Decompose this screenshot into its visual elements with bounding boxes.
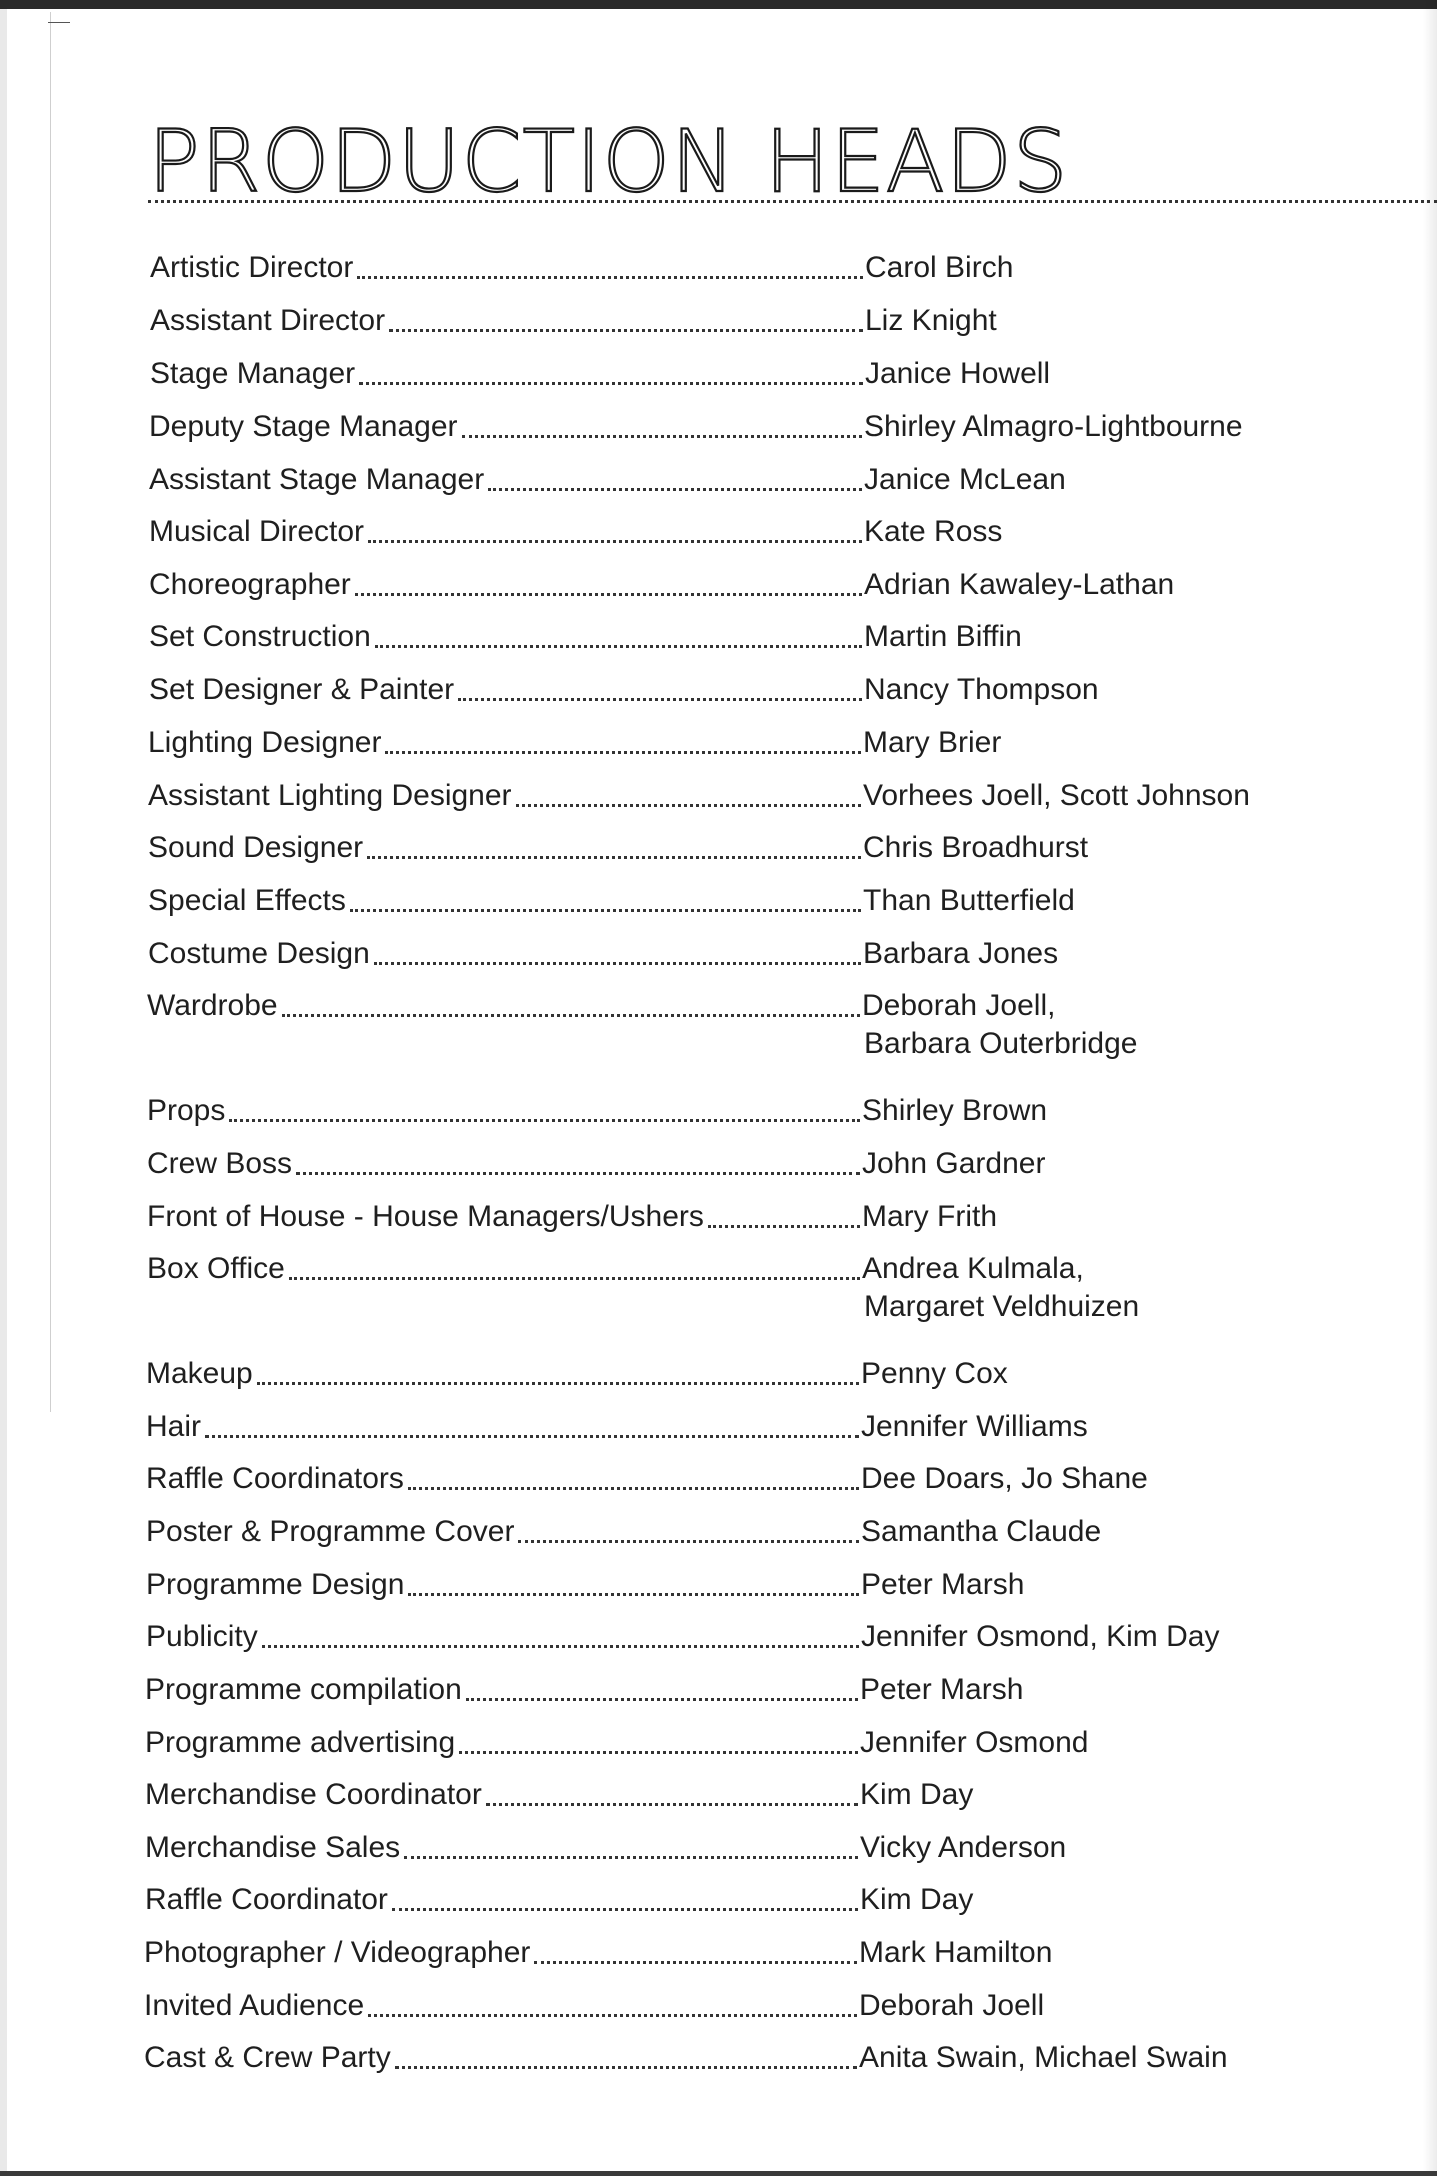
- credit-row: [0, 1091, 1437, 1131]
- credit-name: Mary Frith: [862, 1200, 997, 1233]
- credit-row: [0, 248, 1437, 288]
- credit-row: [0, 1617, 1437, 1657]
- credit-role: Special Effects: [148, 884, 346, 917]
- credit-role: Programme advertising: [145, 1726, 456, 1759]
- dotted-leader: [205, 1435, 859, 1438]
- credit-row: [0, 617, 1437, 657]
- credit-role: Invited Audience: [144, 1989, 365, 2022]
- dotted-leader: [488, 488, 862, 491]
- credit-name: Peter Marsh: [860, 1673, 1024, 1706]
- credit-role-cell: [148, 723, 863, 763]
- dotted-leader: [404, 1856, 858, 1859]
- credit-row: [0, 301, 1437, 341]
- dotted-leader: [516, 804, 861, 807]
- credit-name-cell: [863, 934, 1058, 974]
- credit-name-cell: [860, 1670, 1023, 1710]
- credit-role-cell: [149, 565, 864, 605]
- credit-row: [0, 460, 1437, 500]
- credit-name-cell: [864, 670, 1099, 710]
- credit-row: [0, 1880, 1437, 1920]
- credit-name: Nancy Thompson: [864, 673, 1099, 706]
- credit-role-cell: [148, 776, 863, 816]
- credit-row: [0, 1828, 1437, 1868]
- credit-name-cell: [859, 1986, 1044, 2026]
- dotted-leader: [257, 1382, 859, 1385]
- dotted-leader: [375, 645, 862, 648]
- credit-row: [0, 1933, 1437, 1973]
- credit-name-cell: [863, 828, 1088, 868]
- credit-name-cell: [861, 1617, 1219, 1657]
- credit-row: [0, 828, 1437, 868]
- credit-role: Deputy Stage Manager: [149, 410, 458, 443]
- credit-role: Lighting Designer: [148, 726, 382, 759]
- credit-role: Programme Design: [146, 1568, 405, 1601]
- credit-name-continuation: Margaret Veldhuizen: [864, 1290, 1140, 1323]
- credit-name-cell: [863, 723, 1001, 763]
- credit-row: [0, 1144, 1437, 1184]
- credit-role-cell: [145, 1828, 860, 1868]
- credit-name-cell: [865, 354, 1050, 394]
- credit-name-cell: [865, 301, 997, 341]
- dotted-leader: [392, 1908, 858, 1911]
- credit-name-cell: [864, 460, 1066, 500]
- credit-name: Anita Swain, Michael Swain: [859, 2041, 1228, 2074]
- credit-name-cell: [860, 1723, 1088, 1763]
- credit-name: Kim Day: [860, 1778, 974, 1811]
- credit-role-cell: [146, 1459, 861, 1499]
- credit-role-cell: [150, 354, 865, 394]
- credit-role: Choreographer: [149, 568, 351, 601]
- credit-name: Jennifer Osmond, Kim Day: [861, 1620, 1220, 1653]
- dotted-leader: [458, 698, 862, 701]
- credit-role: Programme compilation: [145, 1673, 462, 1706]
- credit-role-cell: [147, 986, 862, 1026]
- dotted-leader: [408, 1487, 859, 1490]
- credit-role: Props: [147, 1094, 226, 1127]
- credit-row: [0, 1986, 1437, 2026]
- credit-row: [0, 1354, 1437, 1394]
- credit-name-cell: [860, 1880, 973, 1920]
- credit-role-cell: [149, 407, 864, 447]
- credit-row: [0, 881, 1437, 921]
- credit-role-cell: [149, 670, 864, 710]
- credit-name: Adrian Kawaley-Lathan: [864, 568, 1175, 601]
- credit-row: [0, 1723, 1437, 1763]
- credit-name: Janice McLean: [864, 463, 1066, 496]
- dotted-leader: [289, 1277, 860, 1280]
- credit-name-cell: [860, 1775, 973, 1815]
- credit-name-cell: [862, 1197, 997, 1237]
- credit-name: Dee Doars, Jo Shane: [861, 1462, 1148, 1495]
- credit-role: Photographer / Videographer: [144, 1936, 531, 1969]
- credit-role: Assistant Lighting Designer: [148, 779, 512, 812]
- dotted-leader: [368, 2014, 857, 2017]
- dotted-leader: [486, 1803, 858, 1806]
- credit-row: [0, 1565, 1437, 1605]
- credit-role: Artistic Director: [150, 251, 354, 284]
- credit-row: [0, 407, 1437, 447]
- credit-role: Cast & Crew Party: [144, 2041, 391, 2074]
- credit-row: [0, 1512, 1437, 1552]
- credit-role: Crew Boss: [147, 1147, 293, 1180]
- dotted-leader: [708, 1225, 860, 1228]
- credit-name: Jennifer Osmond: [860, 1726, 1089, 1759]
- dotted-leader: [282, 1014, 860, 1017]
- dotted-leader: [359, 382, 863, 385]
- credit-row: [0, 1459, 1437, 1499]
- credit-name-cell: [863, 881, 1075, 921]
- credit-role: Musical Director: [149, 515, 365, 548]
- credit-name-cell: [865, 248, 1013, 288]
- credit-row: [0, 723, 1437, 763]
- dotted-leader: [367, 856, 861, 859]
- dotted-leader: [368, 540, 862, 543]
- credit-row: [0, 2038, 1437, 2078]
- page-title: PRODUCTION HEADS: [148, 112, 1069, 212]
- credit-name: Deborah Joell: [859, 1989, 1045, 2022]
- dotted-leader: [459, 1751, 858, 1754]
- credit-role-cell: [146, 1617, 861, 1657]
- dotted-leader: [389, 329, 863, 332]
- credit-role-cell: [148, 934, 863, 974]
- credit-role-cell: [145, 1775, 860, 1815]
- credit-role: Assistant Stage Manager: [149, 463, 485, 496]
- credit-name: Shirley Almagro-Lightbourne: [864, 410, 1243, 443]
- credit-role: Assistant Director: [150, 304, 386, 337]
- credit-name: Shirley Brown: [862, 1094, 1048, 1127]
- dotted-leader: [466, 1698, 858, 1701]
- credit-role-cell: [150, 301, 865, 341]
- credit-role: Merchandise Coordinator: [145, 1778, 482, 1811]
- credit-row: [0, 986, 1437, 1060]
- dotted-leader: [395, 2066, 857, 2069]
- credit-role-cell: [145, 1670, 860, 1710]
- credit-role: Hair: [146, 1410, 202, 1443]
- credit-name-cell: [861, 1459, 1148, 1499]
- credit-role-cell: [146, 1565, 861, 1605]
- credit-name-cell: [862, 986, 1138, 1060]
- credit-role-cell: [147, 1197, 862, 1237]
- credit-name: Kate Ross: [864, 515, 1003, 548]
- credit-name: Barbara Jones: [863, 937, 1059, 970]
- credit-role-cell: [144, 2038, 859, 2078]
- credit-role-cell: [148, 881, 863, 921]
- credit-name-cell: [864, 617, 1022, 657]
- credit-row: [0, 354, 1437, 394]
- credit-row: [0, 670, 1437, 710]
- credit-name-cell: [861, 1512, 1101, 1552]
- credit-role-cell: [149, 512, 864, 552]
- credit-name-cell: [861, 1354, 1008, 1394]
- credit-name-cell: [864, 407, 1243, 447]
- credit-role-cell: [146, 1354, 861, 1394]
- credit-row: [0, 1407, 1437, 1447]
- dotted-leader: [518, 1540, 859, 1543]
- credit-role: Merchandise Sales: [145, 1831, 401, 1864]
- credit-role: Poster & Programme Cover: [146, 1515, 515, 1548]
- credit-role-cell: [146, 1407, 861, 1447]
- credit-name: Samantha Claude: [861, 1515, 1102, 1548]
- credit-name: Vorhees Joell, Scott Johnson: [863, 779, 1250, 812]
- credit-name: Martin Biffin: [864, 620, 1022, 653]
- credit-name-cell: [862, 1144, 1045, 1184]
- credit-role-cell: [147, 1091, 862, 1131]
- dotted-leader: [534, 1961, 857, 1964]
- credit-role: Makeup: [146, 1357, 253, 1390]
- credit-name-cell: [864, 565, 1174, 605]
- dotted-leader: [355, 593, 862, 596]
- credit-name: Carol Birch: [865, 251, 1014, 284]
- credit-name-cell: [863, 776, 1250, 816]
- credit-row: [0, 1249, 1437, 1323]
- credit-name: Kim Day: [860, 1883, 974, 1916]
- dotted-leader: [296, 1172, 860, 1175]
- credit-name: Deborah Joell,: [862, 989, 1056, 1022]
- credit-row: [0, 565, 1437, 605]
- credit-name: Jennifer Williams: [861, 1410, 1088, 1443]
- credit-row: [0, 1197, 1437, 1237]
- credit-role: Raffle Coordinator: [145, 1883, 388, 1916]
- credit-name-cell: [861, 1565, 1024, 1605]
- credit-name-cell: [864, 512, 1002, 552]
- credit-role-cell: [150, 248, 865, 288]
- credit-role-cell: [144, 1933, 859, 1973]
- credit-role: Stage Manager: [150, 357, 356, 390]
- dotted-leader: [385, 751, 861, 754]
- credit-name-cell: [862, 1091, 1047, 1131]
- credit-name: Penny Cox: [861, 1357, 1008, 1390]
- credit-role: Front of House - House Managers/Ushers: [147, 1200, 704, 1233]
- credit-name-cell: [860, 1828, 1066, 1868]
- credit-role: Raffle Coordinators: [146, 1462, 404, 1495]
- dotted-leader: [262, 1645, 859, 1648]
- credit-role-cell: [149, 617, 864, 657]
- dotted-leader: [462, 435, 862, 438]
- credit-role: Sound Designer: [148, 831, 364, 864]
- credit-name: Liz Knight: [865, 304, 997, 337]
- credit-row: [0, 1670, 1437, 1710]
- credit-name: Vicky Anderson: [860, 1831, 1067, 1864]
- credit-name-continuation: Barbara Outerbridge: [864, 1027, 1138, 1060]
- credit-role-cell: [145, 1723, 860, 1763]
- credit-name: Andrea Kulmala,: [862, 1252, 1084, 1285]
- credit-row: [0, 776, 1437, 816]
- dotted-leader: [357, 276, 863, 279]
- credit-role-cell: [144, 1986, 859, 2026]
- credit-role-cell: [146, 1512, 861, 1552]
- credit-name: Peter Marsh: [861, 1568, 1025, 1601]
- credit-name-cell: [861, 1407, 1088, 1447]
- credit-role: Set Construction: [149, 620, 371, 653]
- credit-name: Chris Broadhurst: [863, 831, 1089, 864]
- credit-name: Mary Brier: [863, 726, 1002, 759]
- credit-role-cell: [147, 1249, 862, 1289]
- credit-role-cell: [145, 1880, 860, 1920]
- credit-name-cell: [862, 1249, 1140, 1323]
- dotted-leader: [350, 909, 861, 912]
- credit-role: Box Office: [147, 1252, 285, 1285]
- credit-row: [0, 512, 1437, 552]
- credit-name: Mark Hamilton: [859, 1936, 1053, 1969]
- credit-row: [0, 934, 1437, 974]
- credit-name: John Gardner: [862, 1147, 1046, 1180]
- dotted-leader: [374, 962, 861, 965]
- credit-role-cell: [148, 828, 863, 868]
- credit-name-cell: [859, 2038, 1228, 2078]
- credit-role-cell: [147, 1144, 862, 1184]
- credit-name-cell: [859, 1933, 1052, 1973]
- dotted-leader: [408, 1593, 859, 1596]
- credit-role: Wardrobe: [147, 989, 278, 1022]
- credit-name: Than Butterfield: [863, 884, 1075, 917]
- credit-role: Publicity: [146, 1620, 258, 1653]
- credit-role: Set Designer & Painter: [149, 673, 455, 706]
- credit-name: Janice Howell: [865, 357, 1051, 390]
- credit-role: Costume Design: [148, 937, 370, 970]
- dotted-leader: [229, 1119, 860, 1122]
- credit-role-cell: [149, 460, 864, 500]
- credit-row: [0, 1775, 1437, 1815]
